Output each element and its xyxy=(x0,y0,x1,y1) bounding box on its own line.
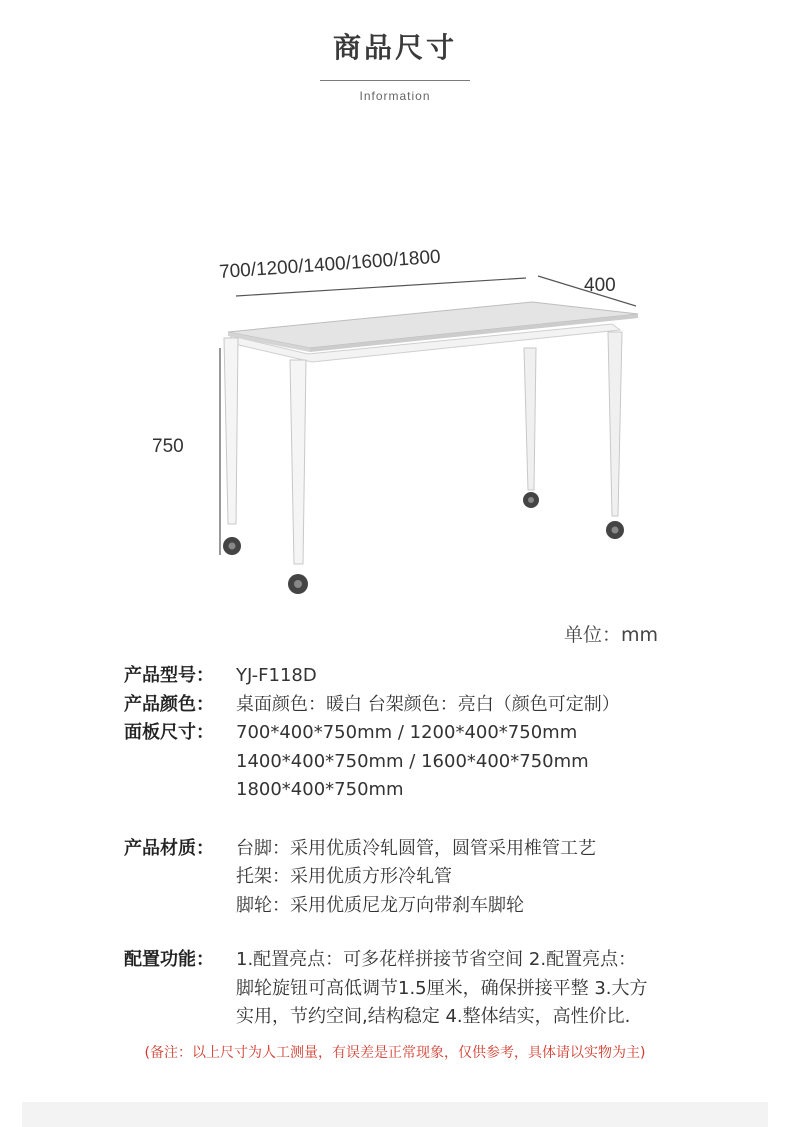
spec-line: YJ-F118D xyxy=(236,665,317,686)
spec-line: 桌面颜色：暖白 台架颜色：亮白（颜色可定制） xyxy=(236,693,620,715)
spacer xyxy=(124,920,744,946)
spec-value xyxy=(236,946,744,1032)
spec-label: 配置功能： xyxy=(124,949,214,970)
table-illustration xyxy=(0,240,790,620)
disclaimer-note: (备注：以上尺寸为人工测量，有误差是正常现象，仅供参考，具体请以实物为主) xyxy=(144,1045,646,1061)
spec-line: 脚轮旋钮可高低调节1.5厘米，确保拼接平整 3.大方 xyxy=(236,977,648,999)
spec-value xyxy=(236,719,744,805)
spec-features xyxy=(124,946,744,1032)
spec-line: 实用，节约空间,结构稳定 4.整体结实，高性价比. xyxy=(236,1006,631,1027)
spec-material xyxy=(124,835,744,921)
spec-label: 面板尺寸： xyxy=(124,722,214,743)
spec-line: 1800*400*750mm xyxy=(236,779,404,800)
depth-dimension-label: 400 xyxy=(584,275,616,296)
footer-bar xyxy=(22,1102,768,1127)
spec-label: 产品颜色： xyxy=(124,693,214,715)
spec-list xyxy=(124,662,744,1032)
spec-value xyxy=(236,691,744,720)
tabletop-surface xyxy=(228,302,638,348)
spec-label: 产品材质： xyxy=(124,837,214,859)
spec-label: 产品型号： xyxy=(124,665,214,686)
width-dimension-label: 700/1200/1400/1600/1800 xyxy=(218,246,442,284)
spec-line: 1400*400*750mm / 1600*400*750mm xyxy=(236,750,589,772)
front-leg-left xyxy=(223,338,241,555)
spec-line: 700*400*750mm / 1200*400*750mm xyxy=(236,722,578,743)
height-dimension-label: 750 xyxy=(152,436,184,457)
spec-value xyxy=(236,662,744,691)
width-dimension-line xyxy=(236,278,526,296)
section-subtitle: Information xyxy=(359,89,431,103)
spec-color xyxy=(124,691,744,720)
spec-model xyxy=(124,662,744,691)
spec-panel-size xyxy=(124,719,744,805)
section-header xyxy=(0,28,790,103)
title-divider xyxy=(320,80,470,81)
front-leg-right xyxy=(288,360,308,594)
unit-label: 单位：mm xyxy=(564,624,659,646)
spec-line: 1.配置亮点：可多花样拼接节省空间 2.配置亮点： xyxy=(236,949,637,970)
spacer xyxy=(124,805,744,835)
spec-line: 脚轮：采用优质尼龙万向带刹车脚轮 xyxy=(236,894,524,916)
spec-line: 托架：采用优质方形冷轧管 xyxy=(236,866,452,887)
spec-line: 台脚：采用优质冷轧圆管，圆管采用椎管工艺 xyxy=(236,837,596,859)
section-title: 商品尺寸 xyxy=(332,31,457,64)
table-drawing xyxy=(0,240,790,620)
spec-value xyxy=(236,835,744,921)
back-leg-left xyxy=(523,348,539,508)
back-leg-right xyxy=(606,332,624,539)
